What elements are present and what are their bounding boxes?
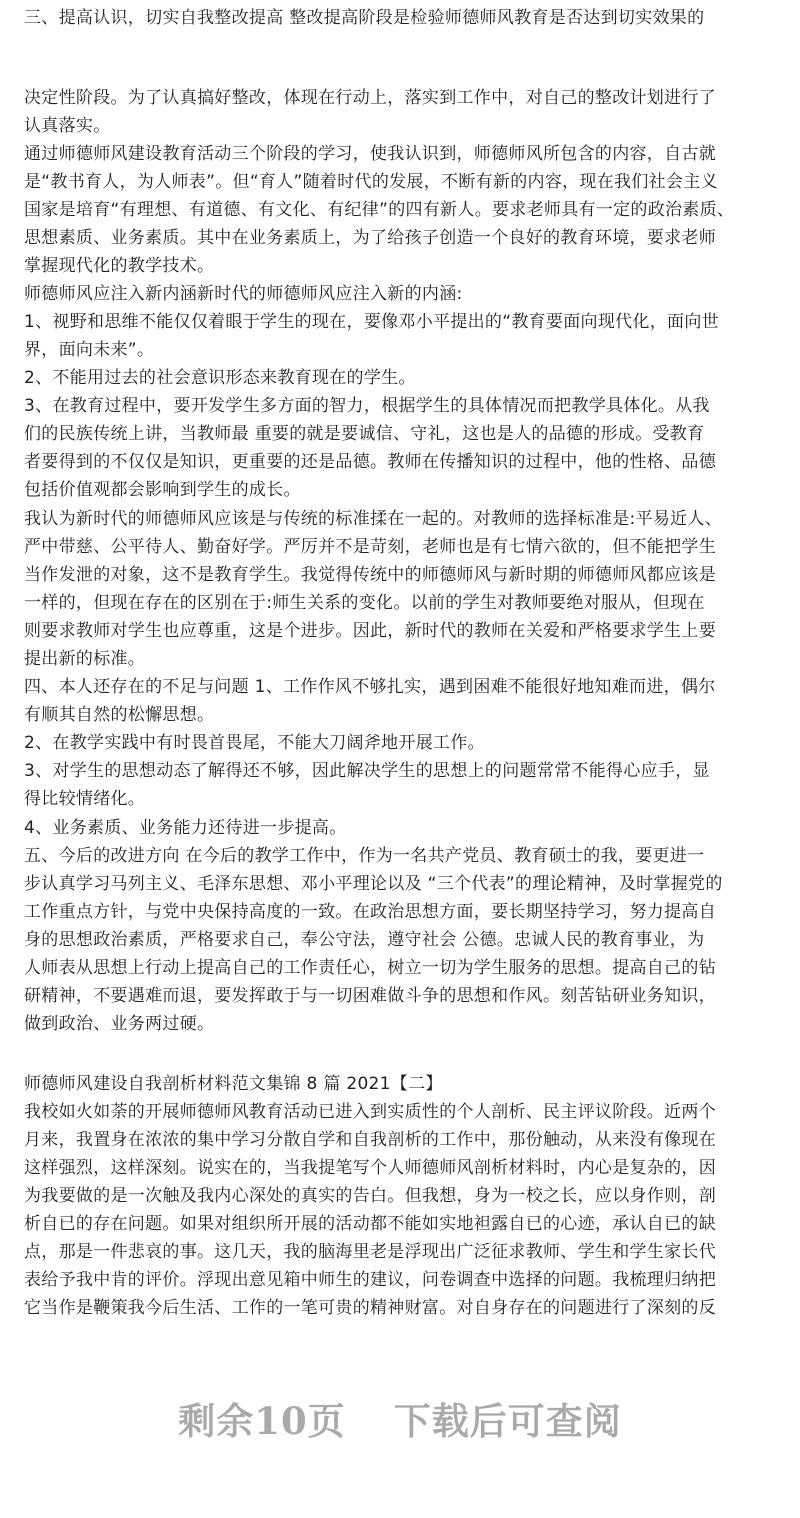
text-line: 当作发泄的对象，这不是教育学生。我觉得传统中的师德师风与新时期的师德师风都应该是 [24,565,716,585]
text-line: 国家是培育“有理想、有道德、有文化、有纪律”的四有新人。要求老师具有一定的政治素质、 [24,200,735,220]
text-line: 者要得到的不仅仅是知识，更重要的还是品德。教师在传播知识的过程中，他的性格、品德 [24,452,716,472]
text-line: 师德师风应注入新内涵新时代的师德师风应注入新的内涵: [24,284,463,304]
text-line: 严中带慈、公平待人、勤奋好学。严厉并不是苛刻，老师也是有七情六欲的，但不能把学生 [24,537,716,557]
text-line: 表给予我中肯的评价。浮现出意见箱中师生的建议，问卷调查中选择的问题。我梳理归纳把 [24,1270,716,1290]
remaining-pages-text: 剩余10页 [178,1399,346,1443]
text-line: 界，面向未来”。 [24,340,155,360]
text-line: 则要求教师对学生也应尊重，这是个进步。因此，新时代的教师在关爱和严格要求学生上要 [24,621,716,641]
text-line: 这样强烈，这样深刻。说实在的，当我提笔写个人师德师风剖析材料时，内心是复杂的，因 [24,1158,716,1178]
text-line: 3、在教育过程中，要开发学生多方面的智力，根据学生的具体情况而把教学具体化。从我 [24,396,710,416]
text-line: 2、不能用过去的社会意识形态来教育现在的学生。 [24,368,416,388]
text-line: 掌握现代化的教学技术。 [24,256,215,276]
text-line: 它当作是鞭策我今后生活、工作的一笔可贵的精神财富。对自身存在的问题进行了深刻的反 [24,1298,716,1318]
text-line: 步认真学习马列主义、毛泽东思想、邓小平理论以及 “三个代表”的理论精神，及时掌握党的 [24,874,723,894]
text-line: 4、业务素质、业务能力还待进一步提高。 [24,818,347,838]
text-line: 有顺其自然的松懈思想。 [24,705,215,725]
text-line: 3、对学生的思想动态了解得还不够，因此解决学生的思想上的问题常常不能得心应手，显 [24,761,710,781]
text-line: 决定性阶段。为了认真搞好整改，体现在行动上，落实到工作中，对自己的整改计划进行了 [24,88,716,108]
text-line: 2、在教学实践中有时畏首畏尾，不能大刀阔斧地开展工作。 [24,733,485,753]
text-line: 通过师德师风建设教育活动三个阶段的学习，使我认识到，师德师风所包含的内容，自古就 [24,144,716,164]
text-line: 我认为新时代的师德师风应该是与传统的标准揉在一起的。对教师的选择标准是:平易近人、 [24,509,723,529]
text-line: 点，那是一件悲哀的事。这几天，我的脑海里老是浮现出广泛征求教师、学生和学生家长代 [24,1242,716,1262]
text-line: 做到政治、业务两过硬。 [24,1014,215,1034]
text-line: 四、本人还存在的不足与问题 1、工作作风不够扎实，遇到困难不能很好地知难而进，偶尔 [24,677,716,697]
download-prompt[interactable] [0,1396,800,1446]
text-line: 为我要做的是一次触及我内心深处的真实的告白。但我想，身为一校之长，应以身作则，剖 [24,1186,716,1206]
text-line: 月来，我置身在浓浓的集中学习分散自学和自我剖析的工作中，那份触动，从来没有像现在 [24,1130,716,1150]
text-line: 提出新的标准。 [24,649,146,669]
download-to-view-text: 下载后可查阅 [393,1399,622,1443]
text-line: 认真落实。 [24,116,111,136]
text-line: 得比较情绪化。 [24,789,146,809]
text-line: 我校如火如荼的开展师德师风教育活动已进入到实质性的个人剖析、民主评议阶段。近两个 [24,1102,716,1122]
text-line: 析自已的存在问题。如果对组织所开展的活动都不能如实地袒露自已的心迹，承认自已的缺 [24,1214,716,1234]
text-line: 思想素质、业务素质。其中在业务素质上，为了给孩子创造一个良好的教育环境，要求老师 [24,228,716,248]
text-line: 1、视野和思维不能仅仅着眼于学生的现在，要像邓小平提出的“教育要面向现代化，面向世 [24,312,719,332]
text-line: 身的思想政治素质，严格要求自己，奉公守法，遵守社会 公德。忠诚人民的教育事业，为 [24,930,705,950]
text-line: 研精神，不要遇难而退，要发挥敢于与一切困难做斗争的思想和作风。刻苦钻研业务知识， [24,986,716,1006]
section-heading: 师德师风建设自我剖析材料范文集锦 8 篇 2021【二】 [24,1074,443,1094]
text-line: 三、提高认识，切实自我整改提高 整改提高阶段是检验师德师风教育是否达到切实效果的 [24,8,705,28]
text-line: 五、今后的改进方向 在今后的教学工作中，作为一名共产党员、教育硕士的我，要更进一 [24,846,705,866]
text-line: 一样的，但现在存在的区别在于:师生关系的变化。以前的学生对教师要绝对服从，但现在 [24,593,705,613]
text-line: 人师表从思想上行动上提高自己的工作责任心，树立一切为学生服务的思想。提高自己的钻 [24,958,716,978]
text-line: 工作重点方针，与党中央保持高度的一致。在政治思想方面，要长期坚持学习，努力提高自 [24,902,716,922]
text-line: 是“教书育人，为人师表”。但“育人”随着时代的发展，不断有新的内容，现在我们社会主义 [24,172,718,192]
text-line: 们的民族传统上讲，当教师最 重要的就是要诚信、守礼，这也是人的品德的形成。受教育 [24,424,705,444]
text-line: 包括价值观都会影响到学生的成长。 [24,480,301,500]
